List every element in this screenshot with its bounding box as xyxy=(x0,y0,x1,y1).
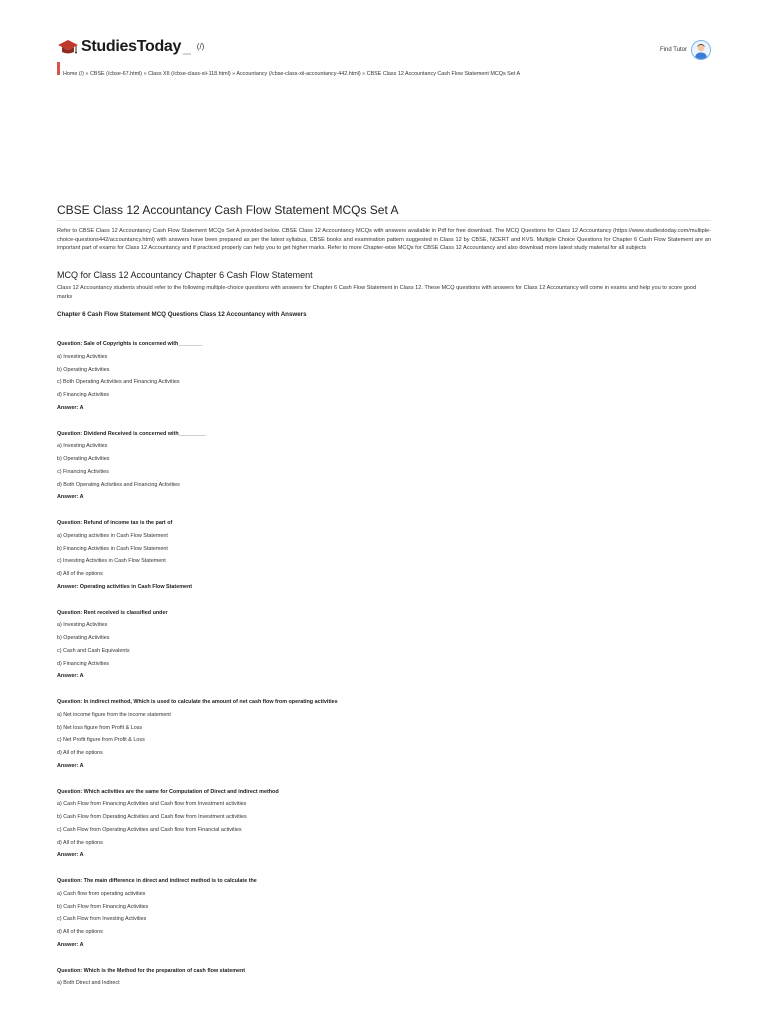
mcq-subheading: Chapter 6 Cash Flow Statement MCQ Questions Class 12 Accountancy with Answers xyxy=(57,311,307,318)
question-block xyxy=(57,338,711,428)
question-list xyxy=(57,338,711,1024)
option-a: a) Investing Activities xyxy=(57,353,108,360)
option-d: d) Financing Activities xyxy=(57,392,110,399)
logo-text: StudiesToday xyxy=(81,38,182,55)
logo-dotcom: .com xyxy=(182,51,191,56)
tutor-avatar-icon xyxy=(691,40,711,60)
option-b: b) Operating Activities xyxy=(57,456,110,463)
option-d: d) All of the options xyxy=(57,929,103,936)
option-b: b) Operating Activities xyxy=(57,635,110,642)
find-tutor-link[interactable] xyxy=(660,40,711,60)
option-c: c) Both Operating Activities and Financing Activities xyxy=(57,379,180,386)
option-d: d) All of the options xyxy=(57,571,103,578)
find-tutor-label: Find Tutor xyxy=(659,47,687,53)
option-a: a) Both Direct and Indirect xyxy=(57,980,120,987)
option-b: b) Financing Activities in Cash Flow Statement xyxy=(57,545,168,552)
question-block xyxy=(57,696,711,786)
option-a: a) Operating activities in Cash Flow Statement xyxy=(57,532,168,539)
breadcrumb xyxy=(57,62,520,75)
option-d: d) All of the options xyxy=(57,750,103,757)
graduation-cap-icon xyxy=(57,38,79,56)
option-c: c) Financing Activities xyxy=(57,468,109,475)
answer: Answer: A xyxy=(57,404,84,411)
question-text: Question: Dividend Received is concerned with_________ xyxy=(57,430,206,437)
option-a: a) Net income figure from the income statement xyxy=(57,711,171,718)
question-text: Question: In indirect method, Which is used to calculate the amount of net cash flow from operating activities xyxy=(57,699,338,705)
answer: Answer: A xyxy=(57,494,84,501)
option-d: d) All of the options xyxy=(57,839,103,846)
answer: Answer: A xyxy=(57,941,84,948)
section-title: MCQ for Class 12 Accountancy Chapter 6 Cash Flow Statement xyxy=(57,270,313,280)
answer: Answer: Operating activities in Cash Flow Statement xyxy=(57,583,193,590)
answer: Answer: A xyxy=(57,673,84,680)
option-c: c) Cash and Cash Equivalents xyxy=(57,647,130,654)
title-divider xyxy=(57,220,711,221)
option-c: c) Cash Flow from Operating Activities and Cash flow from Financial activities xyxy=(57,826,242,833)
site-logo[interactable] xyxy=(57,38,204,56)
question-block xyxy=(57,875,711,965)
question-text: Question: Which is the Method for the preparation of cash flow statement xyxy=(57,967,246,974)
question-text: Question: The main difference in direct and indirect method is to calculate the xyxy=(57,878,257,884)
option-b: b) Cash Flow from Operating Activities and Cash flow from Investment activities xyxy=(57,814,247,821)
question-text: Question: Rent received is classified under xyxy=(57,609,168,616)
option-a: a) Cash Flow from Financing Activities and Cash flow from Investment activities xyxy=(57,801,247,808)
option-b: b) Cash Flow from Financing Activities xyxy=(57,903,149,910)
option-c: c) Cash Flow from Investing Activities xyxy=(57,916,147,923)
page-title: CBSE Class 12 Accountancy Cash Flow Statement MCQs Set A xyxy=(57,203,399,217)
question-text: Question: Sale of Copyrights is concerned with________ xyxy=(57,341,203,347)
question-block xyxy=(57,965,711,1024)
option-d: d) Both Operating Activities and Financing Activities xyxy=(57,481,180,488)
question-block xyxy=(57,428,711,518)
question-block xyxy=(57,517,711,607)
question-block xyxy=(57,786,711,876)
question-block xyxy=(57,607,711,697)
option-a: a) Investing Activities xyxy=(57,443,108,450)
answer: Answer: A xyxy=(57,852,84,859)
answer: Answer: A xyxy=(57,762,84,769)
logo-link[interactable]: (/) xyxy=(196,42,205,51)
question-text: Question: Refund of income tax is the part of xyxy=(57,520,173,526)
option-a: a) Investing Activities xyxy=(57,622,108,629)
site-header xyxy=(0,0,768,62)
option-c: c) Investing Activities in Cash Flow Statement xyxy=(57,558,166,565)
option-b: b) Net loss figure from Profit & Loss xyxy=(57,724,143,731)
option-b: b) Operating Activities xyxy=(57,366,110,373)
intro-paragraph: Refer to CBSE Class 12 Accountancy Cash Flow Statement MCQs Set A provided below. CBSE Class 12 Accountancy MCQs with answers available in Pdf for free download. The MCQ Questions for Class 12 Accountancy (https://www.studiestoday.com/multiple-choice-questions442/accountancy.html) with answers have been prepared as per the latest syllabus, CBSE books and examination pattern suggested in Class 12 by CBSE, NCERT and KVS. Multiple Choice Questions for Chapter 6 Cash Flow Statement are an important part of exams for Class 12 Accountancy and if practiced properly can help you to get higher marks. Refer to more Chapter-wise MCQs for CBSE Class 12 Accountancy and also download more latest study material for all subjects xyxy=(57,228,711,252)
breadcrumb-text[interactable]: Home (/) » CBSE (/cbse-67.html) » Class XII (/cbse-class-xii-118.html) » Accountancy (/cbse-class-xii-accountancy-442.html) » CBSE Class 12 Accountancy Cash Flow Statement MCQs Set A xyxy=(63,71,521,77)
question-text: Question: Which activities are the same for Computation of Direct and indirect method xyxy=(57,788,279,795)
section-paragraph: Class 12 Accountancy students should refer to the following multiple-choice questions with answers for Chapter 6 Cash Flow Statement in Class 12. These MCQ questions with answers for Class 12 Accountancy will come in exams and help you to score good marks xyxy=(57,285,697,300)
option-d: d) Financing Activities xyxy=(57,660,110,667)
option-a: a) Cash flow from operating activities xyxy=(57,890,146,897)
option-c: c) Net Profit figure from Profit & Loss xyxy=(57,737,145,744)
